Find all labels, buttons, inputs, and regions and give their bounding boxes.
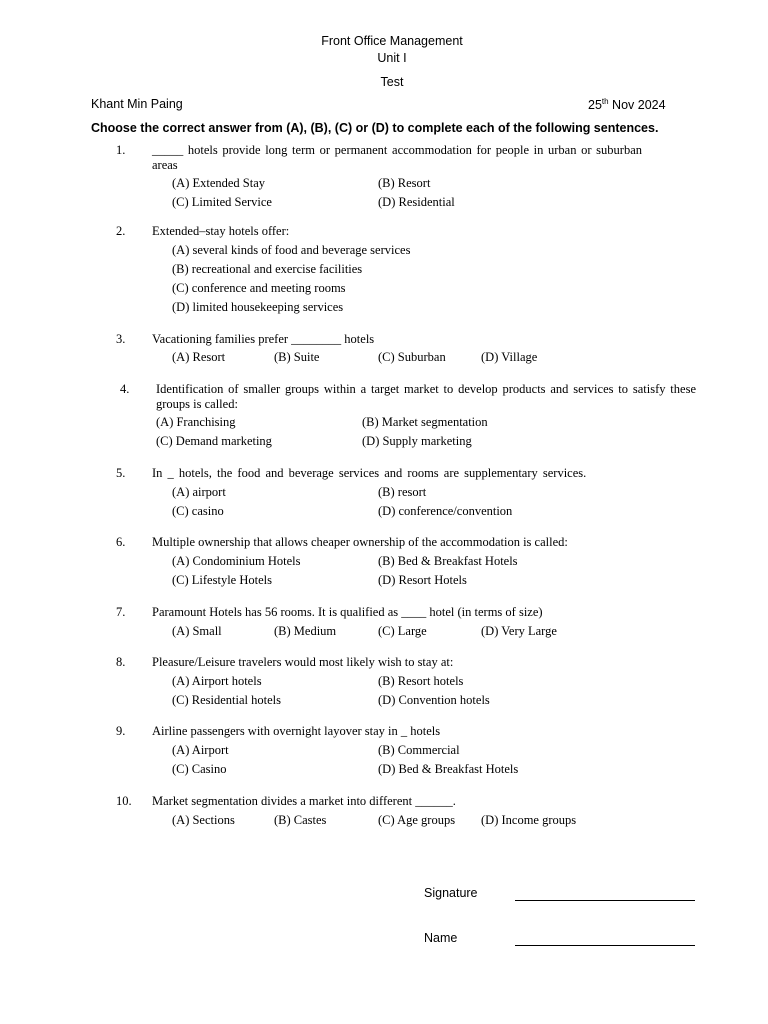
question-text: _____ hotels provide long term or permanent accommodation for people in urban or suburban areas xyxy=(152,143,642,172)
option-d[interactable]: (D) Income groups xyxy=(481,813,577,827)
date-rest: Nov 2024 xyxy=(608,98,666,113)
question-text: Pleasure/Leisure travelers would most likely wish to stay at: xyxy=(152,655,454,669)
option-d[interactable]: (D) Supply marketing xyxy=(362,434,472,448)
question-number: 1. xyxy=(116,143,126,157)
option-d[interactable]: (D) Village xyxy=(481,350,538,364)
question-number: 3. xyxy=(116,332,126,346)
option-a[interactable]: (A) Franchising xyxy=(156,415,236,429)
option-b[interactable]: (B) Market segmentation xyxy=(362,415,488,429)
question-text: Paramount Hotels has 56 rooms. It is qualified as ____ hotel (in terms of size) xyxy=(152,605,543,619)
option-c[interactable]: (C) Limited Service xyxy=(172,195,272,209)
option-a[interactable]: (A) Resort xyxy=(172,350,226,364)
instruction-text: Choose the correct answer from (A), (B), (C) or (D) to complete each of the following sentences. xyxy=(91,121,659,135)
option-b[interactable]: (B) Suite xyxy=(274,350,320,364)
option-c[interactable]: (C) Lifestyle Hotels xyxy=(172,573,272,587)
option-c[interactable]: (C) Casino xyxy=(172,762,227,776)
option-b[interactable]: (B) Castes xyxy=(274,813,327,827)
option-c[interactable]: (C) Demand marketing xyxy=(156,434,272,448)
option-a[interactable]: (A) Airport xyxy=(172,743,229,757)
option-c[interactable]: (C) conference and meeting rooms xyxy=(172,281,346,295)
option-c[interactable]: (C) Residential hotels xyxy=(172,693,282,707)
question-number: 2. xyxy=(116,224,126,238)
name-label: Name xyxy=(424,931,458,945)
option-b[interactable]: (B) Commercial xyxy=(378,743,460,757)
question-text: Market segmentation divides a market into different ______. xyxy=(152,794,456,808)
question-text: Vacationing families prefer ________ hotels xyxy=(152,332,375,346)
student-name: Khant Min Paing xyxy=(91,97,183,111)
option-a[interactable]: (A) several kinds of food and beverage services xyxy=(172,243,411,257)
option-b[interactable]: (B) Medium xyxy=(274,624,337,638)
option-b[interactable]: (B) resort xyxy=(378,485,427,499)
test-title: Test xyxy=(380,75,404,89)
test-date xyxy=(588,97,666,112)
question-text: Airline passengers with overnight layover stay in _ hotels xyxy=(152,724,441,738)
option-d[interactable]: (D) limited housekeeping services xyxy=(172,300,344,314)
option-d[interactable]: (D) Convention hotels xyxy=(378,693,490,707)
option-c[interactable]: (C) Large xyxy=(378,624,427,638)
option-d[interactable]: (D) Bed & Breakfast Hotels xyxy=(378,762,519,776)
question-number: 7. xyxy=(116,605,126,619)
signature-line[interactable] xyxy=(515,900,695,901)
option-a[interactable]: (A) Small xyxy=(172,624,222,638)
option-a[interactable]: (A) Condominium Hotels xyxy=(172,554,301,568)
question-text: Identification of smaller groups within a target market to develop products and services to satisfy these groups is called: xyxy=(156,382,696,411)
option-c[interactable]: (C) casino xyxy=(172,504,224,518)
question-number: 8. xyxy=(116,655,126,669)
unit-title: Unit I xyxy=(377,51,407,65)
question-number: 10. xyxy=(116,794,132,808)
option-d[interactable]: (D) Resort Hotels xyxy=(378,573,467,587)
option-d[interactable]: (D) Residential xyxy=(378,195,455,209)
question-text: Extended–stay hotels offer: xyxy=(152,224,290,238)
option-a[interactable]: (A) Airport hotels xyxy=(172,674,262,688)
name-line[interactable] xyxy=(515,945,695,946)
option-b[interactable]: (B) Resort xyxy=(378,176,431,190)
question-number: 4. xyxy=(120,382,130,396)
question-text: In _ hotels, the food and beverage services and rooms are supplementary services. xyxy=(152,466,587,480)
question-text: Multiple ownership that allows cheaper ownership of the accommodation is called: xyxy=(152,535,568,549)
question-number: 9. xyxy=(116,724,126,738)
date-day: 25 xyxy=(588,98,602,113)
option-b[interactable]: (B) Bed & Breakfast Hotels xyxy=(378,554,518,568)
date-suffix: th xyxy=(601,97,609,106)
option-d[interactable]: (D) Very Large xyxy=(481,624,557,638)
option-b[interactable]: (B) Resort hotels xyxy=(378,674,464,688)
option-c[interactable]: (C) Age groups xyxy=(378,813,456,827)
option-c[interactable]: (C) Suburban xyxy=(378,350,446,364)
option-a[interactable]: (A) Sections xyxy=(172,813,235,827)
question-number: 6. xyxy=(116,535,126,549)
option-d[interactable]: (D) conference/convention xyxy=(378,504,513,518)
option-b[interactable]: (B) recreational and exercise facilities xyxy=(172,262,363,276)
question-number: 5. xyxy=(116,466,126,480)
option-a[interactable]: (A) Extended Stay xyxy=(172,176,266,190)
course-title: Front Office Management xyxy=(321,34,463,48)
option-a[interactable]: (A) airport xyxy=(172,485,226,499)
signature-label: Signature xyxy=(424,886,478,900)
